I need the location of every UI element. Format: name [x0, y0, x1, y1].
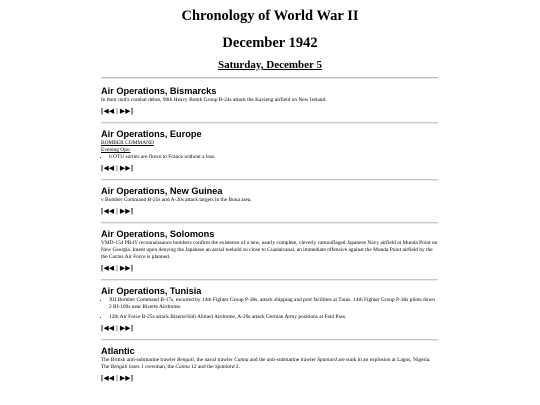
- section-nav: [101, 107, 438, 116]
- section-heading: Air Operations, Tunisia: [101, 286, 202, 296]
- ship-name: Canna: [234, 357, 249, 363]
- next-link[interactable]: ▶▶]: [119, 208, 134, 215]
- section-divider: [101, 339, 438, 341]
- ship-name: Bengali: [110, 364, 128, 370]
- nav-divider: |: [116, 325, 118, 332]
- nav-divider: |: [116, 165, 118, 172]
- list-item: • XII Bomber Command B-17s, escorted by 14th Fighter Group P-38s, attack shipping and port facilities at Tunis. 14th Fighter Group P-38s pilots down 2 Bf-109s near Bizerte Airdrome.: [109, 297, 438, 311]
- page-subtitle: December 1942: [222, 35, 318, 51]
- section-nav: [101, 164, 438, 173]
- section-list: [101, 154, 438, 161]
- command-label: BOMBER COMMAND: [101, 140, 154, 146]
- text-run: are sunk in an explosion at Lagos, Nigeria. The: [101, 357, 431, 370]
- section-nav: [101, 207, 438, 216]
- section-text: v Bomber Command B-25s and A-20s attack targets in the Buna area.: [101, 197, 252, 203]
- prev-link[interactable]: [◀◀: [101, 208, 115, 215]
- text-run: 2.: [234, 364, 240, 370]
- prev-link[interactable]: [◀◀: [101, 165, 115, 172]
- nav-divider: |: [116, 108, 118, 115]
- section-bismarcks: [101, 86, 438, 124]
- section-nav: [101, 324, 438, 333]
- section-divider: [101, 122, 438, 124]
- ship-name: Canna: [175, 364, 190, 370]
- prev-link[interactable]: [◀◀: [101, 375, 115, 382]
- section-text: In their unit's combat debut, 90th Heavy Bomb Group B-24s attack the Kavieng airfield on New Ireland.: [101, 97, 327, 103]
- ship-name: Bengali: [177, 357, 194, 363]
- section-new-guinea: [101, 186, 438, 224]
- next-link[interactable]: ▶▶]: [119, 265, 134, 272]
- section-nav: [101, 374, 438, 383]
- section-text: VMD-154 PB4Y reconnaissance bombers confirm the existence of a new, nearly complete, cleverly camouflaged Japanese Navy airfield at Munda Point on New Georgia. Intent upon denying the Japanese an aerial toehold so close to Guadalcanal, an immediate offensive against the Munda Point airfield by the the Cactus Air Force is planned.: [101, 240, 438, 260]
- section-tunisia: [101, 286, 438, 341]
- section-solomons: [101, 229, 438, 281]
- section-divider: [101, 222, 438, 224]
- text-run: The British anti-submarine trawler: [101, 357, 178, 363]
- chronology-content: [101, 86, 438, 383]
- nav-divider: |: [116, 208, 118, 215]
- list-item: • 12th Air Force B-25s attack Bizerte/Sidi Ahmed Airdrome, A-20s attack German Army positions at Faid Pass.: [109, 314, 438, 321]
- page-title: Chronology of World War II: [181, 8, 359, 24]
- section-heading: Air Operations, New Guinea: [101, 186, 223, 196]
- text-run: and the anti-submarine trawler: [248, 357, 318, 363]
- section-europe: [101, 129, 438, 181]
- section-heading: Air Operations, Europe: [101, 129, 202, 139]
- prev-link[interactable]: [◀◀: [101, 108, 115, 115]
- header-divider: [101, 77, 438, 79]
- section-atlantic: [101, 346, 438, 383]
- next-link[interactable]: ▶▶]: [119, 375, 134, 382]
- text-run: loses 1 crewman, the: [127, 364, 176, 370]
- list-item: • 6 OTU sorties are flown to France without a loss.: [109, 154, 438, 161]
- section-divider: [101, 279, 438, 281]
- prev-link[interactable]: [◀◀: [101, 265, 115, 272]
- section-nav: [101, 264, 438, 273]
- section-heading: Air Operations, Bismarcks: [101, 86, 217, 96]
- text-run: 12 and the: [189, 364, 215, 370]
- nav-divider: |: [116, 265, 118, 272]
- next-link[interactable]: ▶▶]: [119, 108, 134, 115]
- prev-link[interactable]: [◀◀: [101, 325, 115, 332]
- ops-label: Evening Ops:: [101, 147, 131, 153]
- nav-divider: |: [116, 375, 118, 382]
- section-divider: [101, 179, 438, 181]
- section-heading: Atlantic: [101, 346, 135, 356]
- next-link[interactable]: ▶▶]: [119, 325, 134, 332]
- section-list: [101, 297, 438, 321]
- ship-name: Spaniard: [317, 357, 337, 363]
- section-text: [101, 357, 438, 371]
- section-heading: Air Operations, Solomons: [101, 229, 215, 239]
- next-link[interactable]: ▶▶]: [119, 165, 134, 172]
- date-heading[interactable]: Saturday, December 5: [218, 59, 322, 71]
- text-run: , the naval trawler: [193, 357, 235, 363]
- ship-name: Spaniard: [214, 364, 235, 370]
